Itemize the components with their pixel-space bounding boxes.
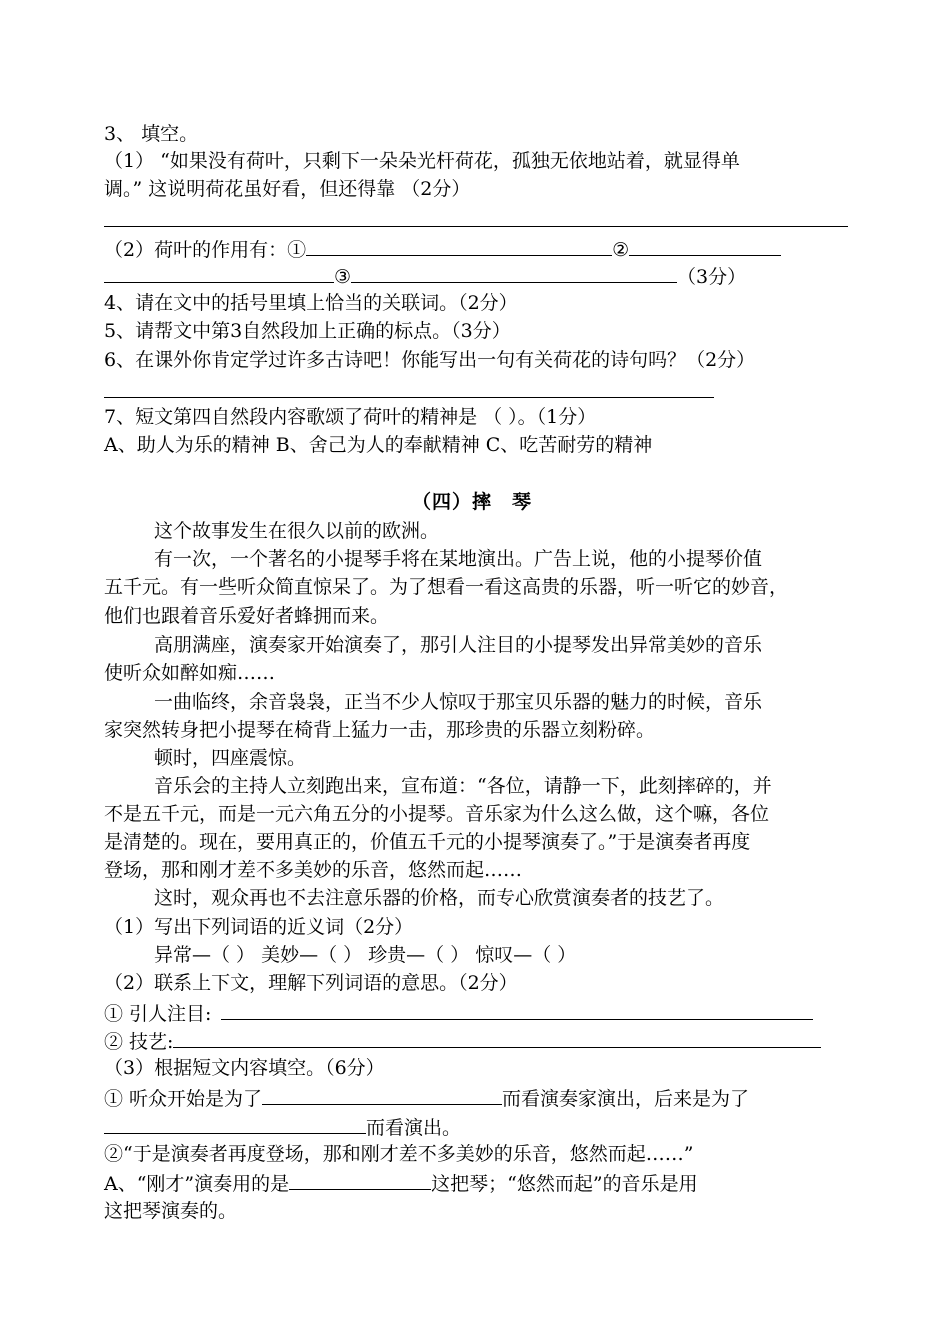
q4-text: 4、请在文中的括号里填上恰当的关联词。（2分）	[104, 292, 518, 314]
q3-heading: 3、 填空。	[104, 123, 199, 145]
s4q2-item1-line	[104, 999, 813, 1025]
answer-blank[interactable]	[262, 1084, 502, 1105]
story-paragraph: 登场，那和刚才差不多美妙的乐音，悠然而起……	[104, 859, 523, 881]
answer-blank-3[interactable]	[351, 262, 677, 283]
answer-blank[interactable]	[289, 1169, 431, 1190]
story-paragraph: 使听众如醉如痴……	[104, 662, 276, 684]
q7-stem: 7、短文第四自然段内容歌颂了荷叶的精神是 （ ）。（1分）	[104, 406, 597, 428]
s4q2-item2-label: ② 技艺:	[104, 1031, 174, 1053]
s4q3-item1-c: 而看演出。	[366, 1117, 462, 1139]
s4q1-words: 异常—（ ） 美妙—（ ） 珍贵—（ ） 惊叹—（ ）	[154, 944, 577, 966]
answer-blank-2b[interactable]	[104, 262, 334, 283]
story-paragraph: 家突然转身把小提琴在椅背上猛力一击，那珍贵的乐器立刻粉碎。	[104, 719, 656, 741]
s4q3-itemA-line2: 这把琴演奏的。	[104, 1200, 238, 1222]
s4q3-a-prefix: A、“刚才”演奏用的是	[104, 1173, 290, 1195]
s4q3-item2: ②“于是演奏者再度登场，那和刚才差不多美妙的乐音，悠然而起……”	[104, 1143, 694, 1165]
story-paragraph: 他们也跟着音乐爱好者蜂拥而来。	[104, 605, 390, 627]
q3-part2-mark3: ③	[334, 266, 352, 288]
q3-part1-line2: 调。” 这说明荷花虽好看，但还得靠 （2分）	[104, 178, 471, 200]
q3-part2-mark2: ②	[612, 239, 630, 261]
s4q3-itemA-line1	[104, 1169, 698, 1195]
q3-part1-line1: （1） “如果没有荷叶，只剩下一朵朵光杆荷花，孤独无依地站着，就显得单	[104, 150, 740, 172]
story-paragraph: 音乐会的主持人立刻跑出来，宣布道：“各位，请静一下，此刻摔碎的，并	[154, 775, 772, 797]
q3-part2-line1	[104, 235, 781, 261]
story-paragraph: 有一次，一个著名的小提琴手将在某地演出。广告上说，他的小提琴价值	[154, 548, 763, 570]
section-title: （四）摔 琴	[412, 491, 533, 513]
s4q3-item1-b: 而看演奏家演出，后来是为了	[502, 1088, 750, 1110]
s4q2-stem: （2）联系上下文，理解下列词语的意思。（2分）	[104, 972, 518, 994]
answer-blank[interactable]	[173, 1027, 821, 1048]
story-paragraph: 五千元。有一些听众简直惊呆了。为了想看一看这高贵的乐器，听一听它的妙音，	[104, 576, 789, 598]
story-paragraph: 高朋满座，演奏家开始演奏了，那引人注目的小提琴发出异常美妙的音乐	[154, 634, 763, 656]
s4q1-stem: （1）写出下列词语的近义词（2分）	[104, 916, 414, 938]
s4q2-item2-line	[104, 1027, 821, 1053]
story-paragraph: 这时，观众再也不去注意乐器的价格，而专心欣赏演奏者的技艺了。	[154, 887, 725, 909]
s4q3-item1-line1	[104, 1084, 749, 1110]
s4q3-stem: （3）根据短文内容填空。（6分）	[104, 1057, 385, 1079]
answer-line[interactable]	[104, 397, 714, 398]
q3-part2-prefix: （2）荷叶的作用有：①	[104, 239, 307, 261]
q7-options: A、助人为乐的精神 B、舍己为人的奉献精神 C、吃苦耐劳的精神	[104, 434, 653, 456]
s4q3-item1-a: ① 听众开始是为了	[104, 1088, 263, 1110]
answer-line[interactable]	[104, 226, 848, 227]
s4q3-a-suffix: 这把琴；“悠然而起”的音乐是用	[431, 1173, 698, 1195]
s4q2-item1-label: ① 引人注目:	[104, 1003, 212, 1025]
q5-text: 5、请帮文中第3自然段加上正确的标点。（3分）	[104, 320, 511, 342]
answer-blank-2[interactable]	[629, 235, 781, 256]
s4q3-item1-line2	[104, 1113, 461, 1139]
q3-part2-score: （3分）	[677, 266, 747, 288]
story-paragraph: 这个故事发生在很久以前的欧洲。	[154, 520, 440, 542]
q6-text: 6、在课外你肯定学过许多古诗吧！你能写出一句有关荷花的诗句吗？（2分）	[104, 349, 756, 371]
story-paragraph: 一曲临终，余音袅袅，正当不少人惊叹于那宝贝乐器的魅力的时候，音乐	[154, 691, 763, 713]
story-paragraph: 顿时，四座震惊。	[154, 747, 307, 769]
answer-blank-1[interactable]	[306, 235, 612, 256]
answer-blank[interactable]	[104, 1113, 366, 1134]
answer-blank[interactable]	[221, 999, 813, 1020]
story-paragraph: 不是五千元，而是一元六角五分的小提琴。音乐家为什么这么做，这个嘛，各位	[104, 803, 770, 825]
story-paragraph: 是清楚的。现在，要用真正的，价值五千元的小提琴演奏了。”于是演奏者再度	[104, 831, 751, 853]
q3-part2-line2	[104, 262, 746, 288]
